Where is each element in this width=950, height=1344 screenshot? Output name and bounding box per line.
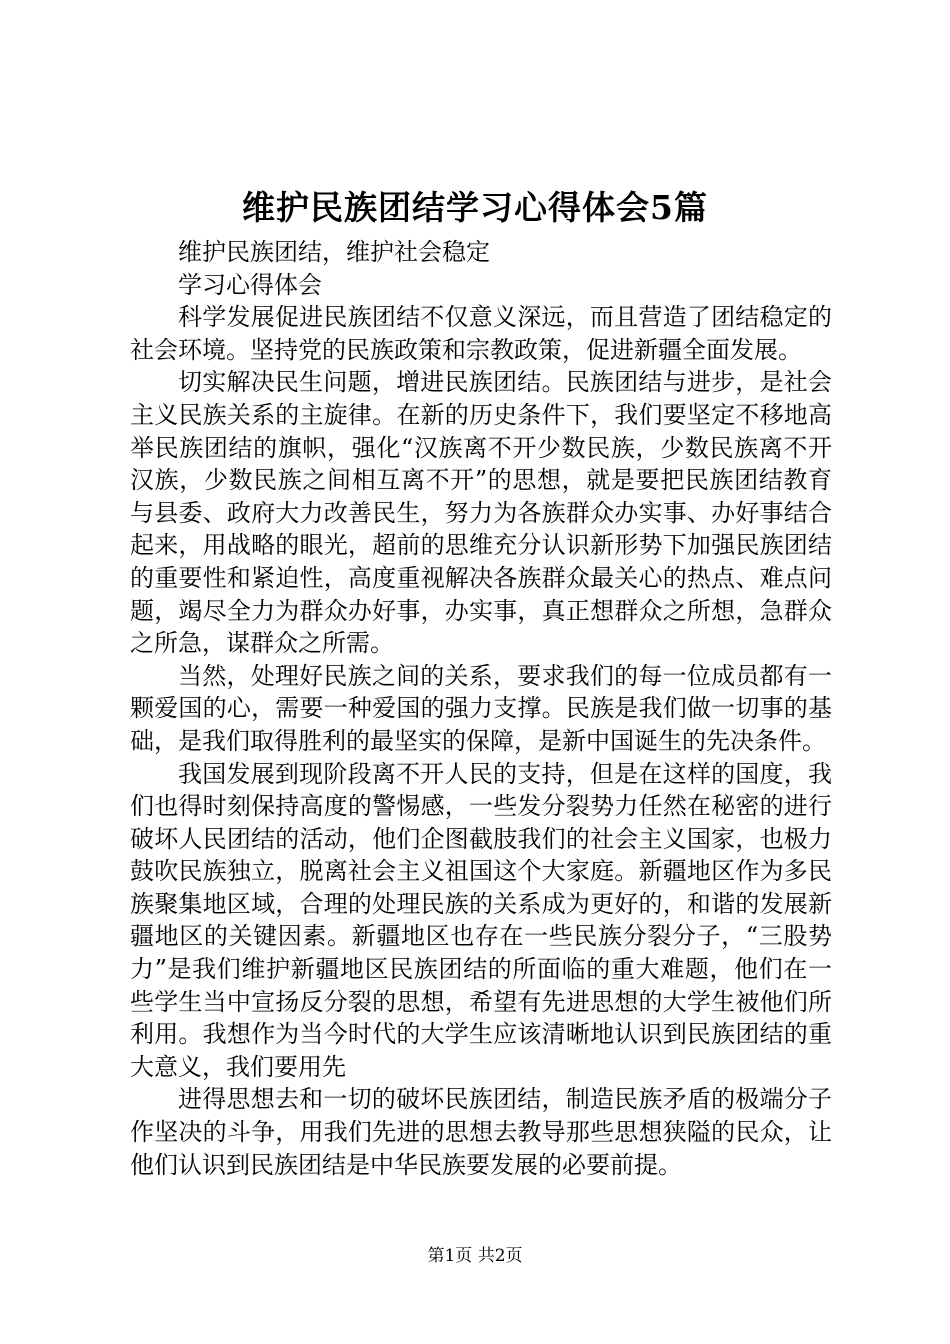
paragraph: 科学发展促进民族团结不仅意义深远，而且营造了团结稳定的社会环境。坚持党的民族政策和宗教政策，促进新疆全面发展。 [130, 303, 832, 364]
paragraph-subtitle-2: 学习心得体会 [178, 270, 322, 299]
document-body [130, 236, 832, 1181]
paragraph-subtitle-1: 维护民族团结，维护社会稳定 [178, 238, 490, 266]
document-title: 维护民族团结学习心得体会5篇 [242, 188, 708, 227]
paragraph: 进得思想去和一切的破坏民族团结，制造民族矛盾的极端分子作坚决的斗争，用我们先进的思想去教导那些思想狭隘的民众，让他们认识到民族团结是中华民族要发展的必要前提。 [130, 1085, 832, 1179]
page-footer: 第1页 共2页 [427, 1246, 523, 1266]
paragraph: 切实解决民生问题，增进民族团结。民族团结与进步，是社会主义民族关系的主旋律。在新的历史条件下，我们要坚定不移地高举民族团结的旗帜，强化“汉族离不开少数民族，少数民族离不开汉族，少数民族之间相互离不开”的思想，就是要把民族团结教育与县委、政府大力改善民生，努力为各族群众办实事、办好事结合起来，用战略的眼光，超前的思维充分认识新形势下加强民族团结的重要性和紧迫性，高度重视解决各族群众最关心的热点、难点问题，竭尽全力为群众办好事，办实事，真正想群众之所想，急群众之所急，谋群众之所需。 [130, 368, 832, 658]
paragraph: 当然，处理好民族之间的关系，要求我们的每一位成员都有一颗爱国的心，需要一种爱国的强力支撑。民族是我们做一切事的基础，是我们取得胜利的最坚实的保障，是新中国诞生的先决条件。 [130, 661, 832, 755]
paragraph: 我国发展到现阶段离不开人民的支持，但是在这样的国度，我们也得时刻保持高度的警惕感，一些发分裂势力任然在秘密的进行破坏人民团结的活动，他们企图截肢我们的社会主义国家，也极力鼓吹民族独立，脱离社会主义祖国这个大家庭。新疆地区作为多民族聚集地区域，合理的处理民族的关系成为更好的，和谐的发展新疆地区的关键因素。新疆地区也存在一些民族分裂分子，“三股势力”是我们维护新疆地区民族团结的所面临的重大难题，他们在一些学生当中宣扬反分裂的思想，希望有先进思想的大学生被他们所利用。我想作为当今时代的大学生应该清晰地认识到民族团结的重大意义，我们要用先 [130, 759, 832, 1081]
